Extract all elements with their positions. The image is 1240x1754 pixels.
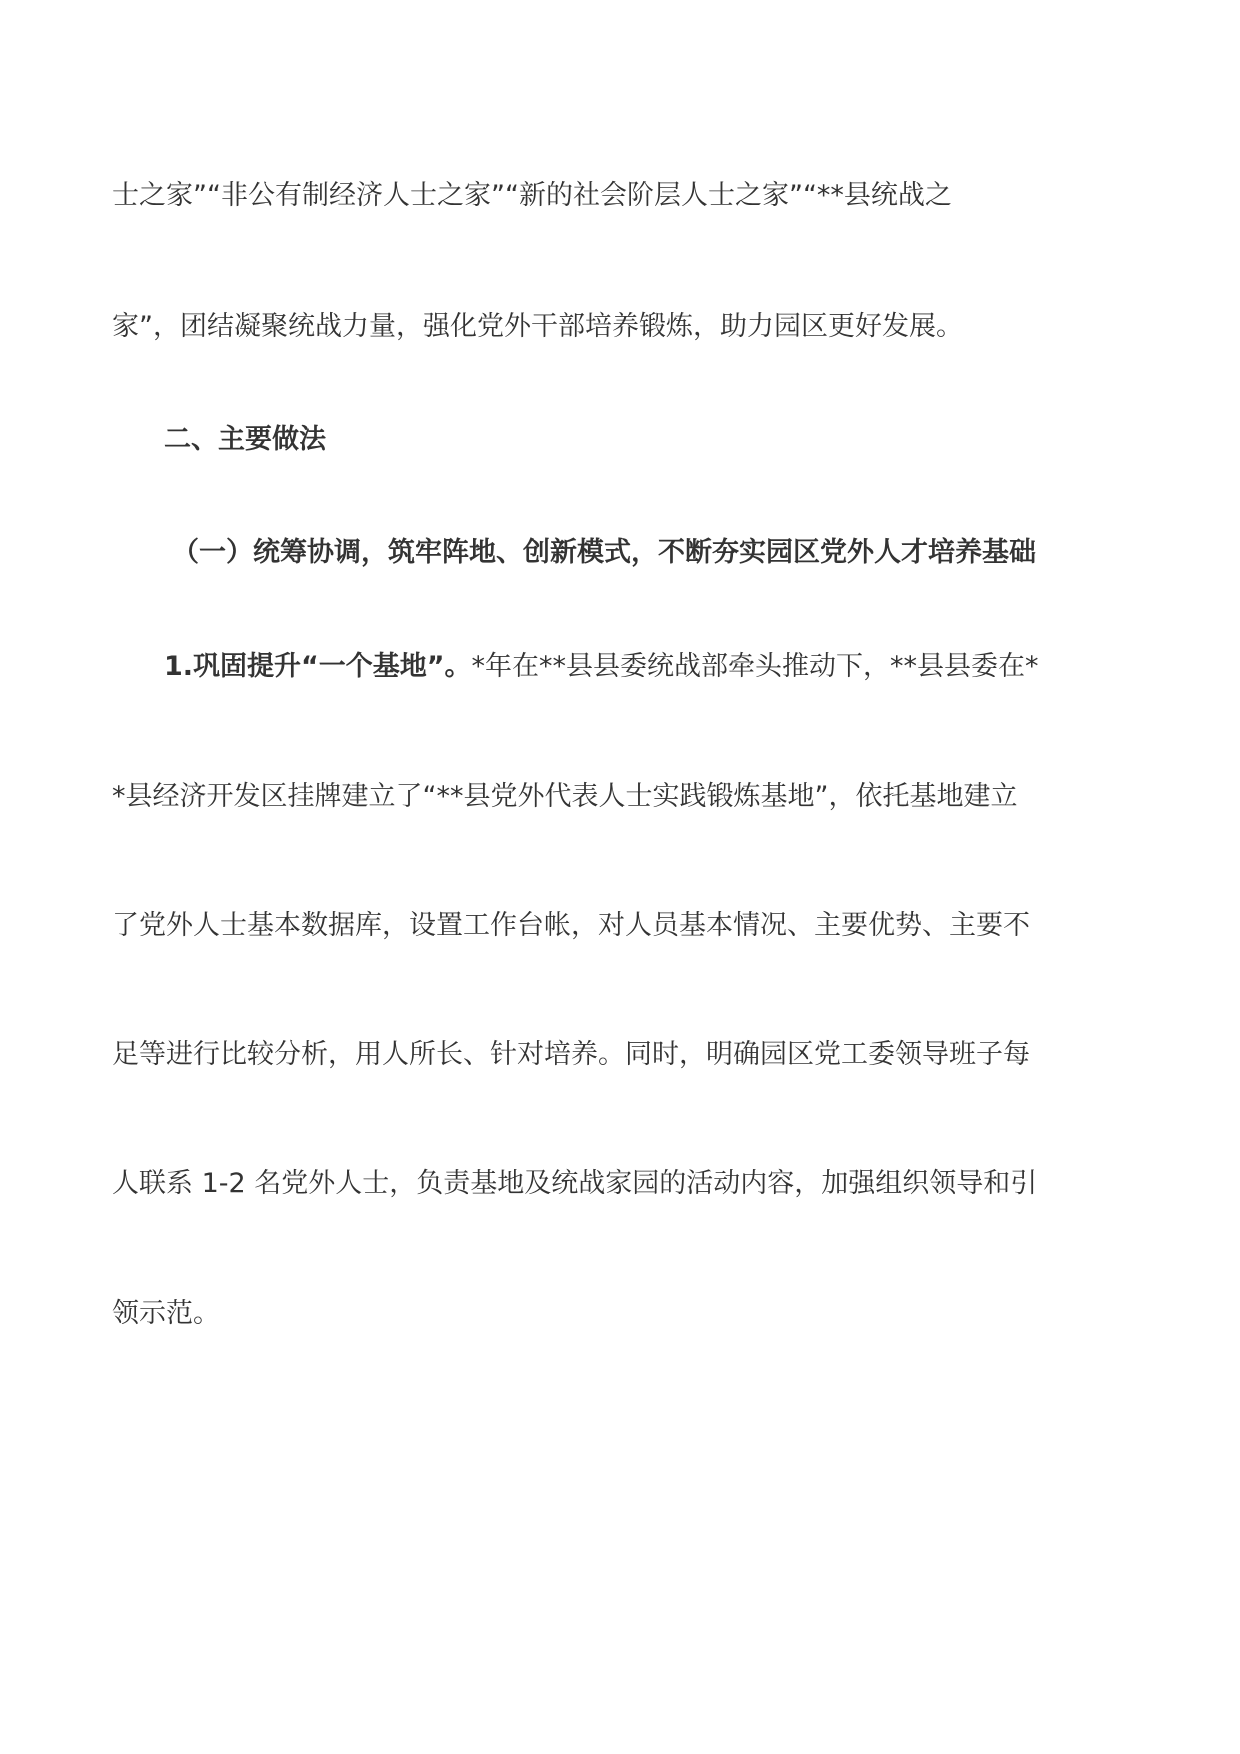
body-text-line: 士之家”“非公有制经济人士之家”“新的社会阶层人士之家”“**县统战之 xyxy=(112,180,952,211)
body-text-line: 领示范。 xyxy=(112,1298,220,1329)
body-text-line: 人联系 1-2 名党外人士，负责基地及统战家园的活动内容，加强组织领导和引 xyxy=(112,1168,1038,1199)
section-heading: 二、主要做法 xyxy=(164,424,326,455)
paragraph-first-line xyxy=(164,647,1132,687)
body-text-line: 了党外人士基本数据库，设置工作台帐，对人员基本情况、主要优势、主要不 xyxy=(112,910,1030,941)
body-text-line: 足等进行比较分析，用人所长、针对培养。同时，明确园区党工委领导班子每 xyxy=(112,1039,1030,1070)
item-heading: 1.巩固提升“一个基地”。 xyxy=(164,651,472,682)
body-text-line: 家”，团结凝聚统战力量，强化党外干部培养锻炼，助力园区更好发展。 xyxy=(112,311,963,342)
paragraph-text: *年在**县县委统战部牵头推动下，**县县委在* xyxy=(471,651,1039,682)
subsection-heading: （一）统筹协调，筑牢阵地、创新模式，不断夯实园区党外人才培养基础 xyxy=(172,537,1036,568)
body-text-line: *县经济开发区挂牌建立了“**县党外代表人士实践锻炼基地”，依托基地建立 xyxy=(112,781,1018,812)
